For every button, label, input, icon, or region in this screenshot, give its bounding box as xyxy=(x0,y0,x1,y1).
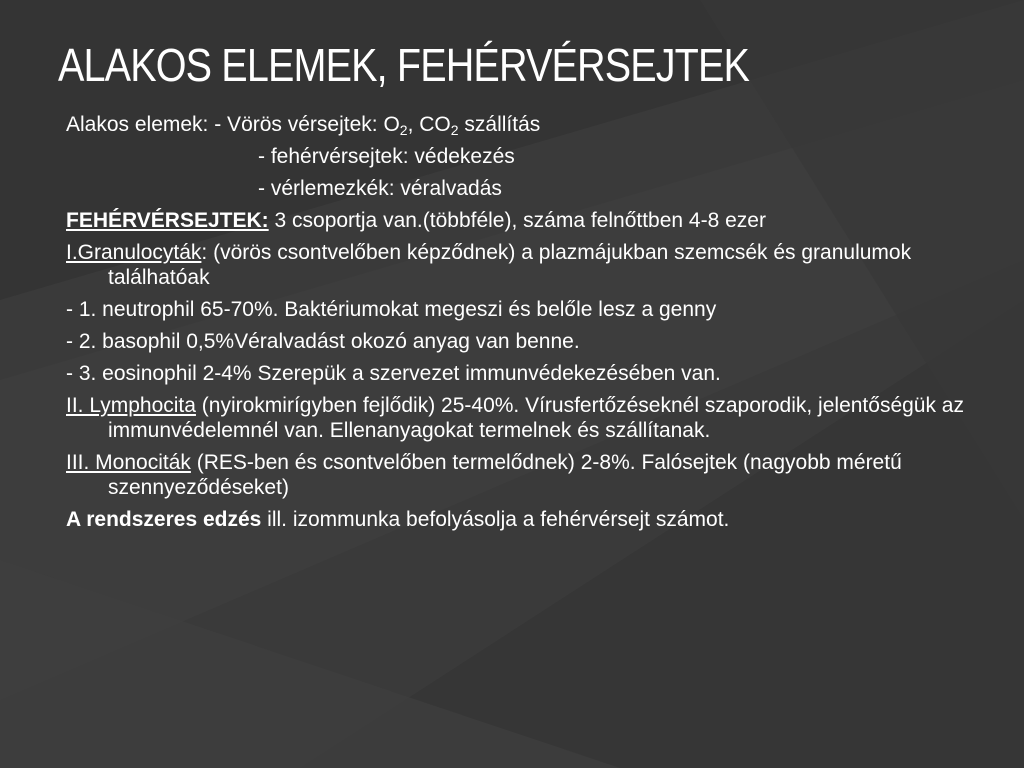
intro-line xyxy=(66,112,966,137)
neutrophil-line: - 1. neutrophil 65-70%. Baktériumokat megeszi és belőle lesz a genny xyxy=(66,298,717,321)
granulo-paragraph xyxy=(66,240,966,290)
intro-lead: Alakos elemek: - Vörös vérsejtek: O xyxy=(66,113,400,136)
o2-subscript: 2 xyxy=(399,122,408,138)
intro-mid: , CO xyxy=(407,113,451,136)
lympho-text: (nyirokmirígyben fejlődik) 25-40%. Vírusfertőzéseknél szaporodik, jelentőségük az immunvédelemnél van. Ellenanyagokat termelnek és szállítanak. xyxy=(108,394,964,442)
slide-content xyxy=(66,112,966,539)
granulo-text: : (vörös csontvelőben képződnek) a plazmájukban szemcsék és granulumok találhatóak xyxy=(108,241,912,289)
edzes-text: ill. izommunka befolyásolja a fehérvérsejt számot. xyxy=(261,508,730,531)
mono-label: III. Monociták xyxy=(66,451,191,474)
edzes-paragraph xyxy=(66,507,966,532)
intro-line-2: - fehérvérsejtek: védekezés xyxy=(258,145,515,168)
edzes-label: A rendszeres edzés xyxy=(66,508,262,531)
lympho-paragraph xyxy=(66,393,966,443)
eosinophil-line: - 3. eosinophil 2-4% Szerepük a szervezet immunvédekezésében van. xyxy=(66,362,721,385)
intro-line-3: - vérlemezkék: véralvadás xyxy=(258,177,502,200)
intro-tail: szállítás xyxy=(458,113,541,136)
basophil-line: - 2. basophil 0,5%Véralvadást okozó anyag van benne. xyxy=(66,330,580,353)
feher-text: 3 csoportja van.(többféle), száma felnőttben 4-8 ezer xyxy=(268,209,766,232)
mono-paragraph xyxy=(66,450,966,500)
feher-paragraph xyxy=(66,208,966,233)
feher-label: FEHÉRVÉRSEJTEK: xyxy=(66,209,269,232)
co2-subscript: 2 xyxy=(450,122,459,138)
granulo-label: I.Granulocyták xyxy=(66,241,202,264)
slide-title: ALAKOS ELEMEK, FEHÉRVÉRSEJTEK xyxy=(58,39,750,91)
lympho-label: II. Lymphocita xyxy=(66,394,196,417)
mono-text: (RES-ben és csontvelőben termelődnek) 2-8%. Falósejtek (nagyobb méretű szennyeződéseket) xyxy=(108,451,902,499)
